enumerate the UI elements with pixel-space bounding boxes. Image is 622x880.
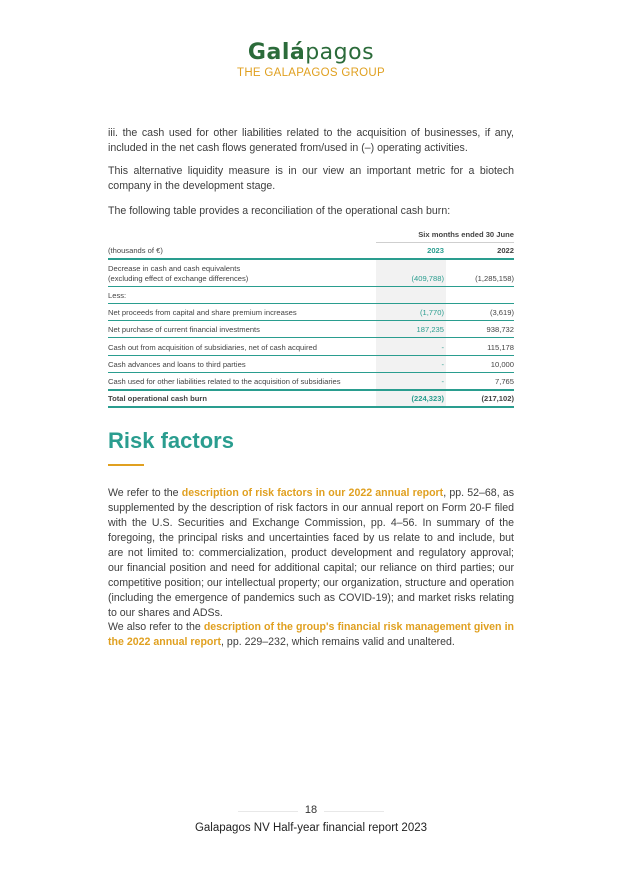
risk-paragraph-2 [108, 620, 514, 650]
financial-risk-management-link[interactable]: description of the group's financial risk management given in the 2022 annual report [108, 621, 514, 648]
risk-p2-text-start: We also refer to the [108, 621, 204, 633]
row-value-2022: 115,178 [487, 343, 514, 352]
risk-p1-text-end: , pp. 52–68, as supplemented by the description of risk factors in our annual report on Form 20-F filed with the U.S. Securities and Exchange Commission, pp. 4–56. In summary of the foregoing, the principal risks and uncertainties faced by us relate to and include, but are not limited to: commercialization, product development and regulatory approval; our financial position and need for additional capital; our reliance on third parties; our competitive position; our intellectual property; our organization, structure and operation (including the emergence of pandemics such as COVID-19); and market risks relating to our shares and ADSs. [108, 487, 515, 619]
total-value-2022: (217,102) [481, 394, 514, 403]
row-label: Cash used for other liabilities related to the acquisition of subsidiaries [108, 377, 341, 386]
row-label: Less: [108, 291, 127, 300]
risk-paragraph-1 [108, 486, 514, 621]
unit-label: (thousands of €) [108, 246, 163, 255]
period-divider [376, 242, 514, 243]
period-header: Six months ended 30 June [418, 230, 514, 239]
row-value-2023: (1,770) [419, 308, 444, 317]
intro-paragraph-1: iii. the cash used for other liabilities related to the acquisition of businesses, if any, included in the net cash flows generated from/used in (–) operating activities. [108, 127, 514, 154]
row-divider [108, 355, 514, 356]
intro-paragraph-3: The following table provides a reconciliation of the operational cash burn: [108, 205, 451, 217]
risk-p1-text-start: We refer to the [108, 487, 182, 499]
logo-wordmark-rest: pagos [305, 40, 375, 65]
row-label: Cash advances and loans to third parties [108, 360, 246, 369]
row-value-2022: 10,000 [490, 360, 514, 369]
header-divider [108, 258, 514, 260]
row-value-2023: - [441, 360, 444, 369]
total-bottom-divider [108, 406, 514, 408]
row-divider [108, 286, 514, 287]
total-value-2023: (224,323) [411, 394, 444, 403]
total-label: Total operational cash burn [108, 394, 208, 403]
row-label-line-1: Decrease in cash and cash equivalents [108, 264, 241, 273]
row-value-2023: 187,235 [416, 325, 444, 334]
row-value-2022: (1,285,158) [475, 274, 514, 283]
column-header-2022: 2022 [497, 246, 514, 255]
risk-p2-text-end: , pp. 229–232, which remains valid and unaltered. [221, 636, 455, 648]
section-title-underline [108, 464, 144, 466]
annual-report-risk-factors-link[interactable]: description of risk factors in our 2022 annual report [181, 487, 444, 499]
row-divider [108, 372, 514, 373]
logo-wordmark-bold: Galá [247, 40, 306, 65]
logo-subtitle: THE GALAPAGOS GROUP [237, 67, 385, 79]
row-label: Cash out from acquisition of subsidiaries, net of cash acquired [108, 343, 317, 352]
row-label: Net purchase of current financial investments [108, 325, 260, 334]
row-value-2022: (3,619) [489, 308, 514, 317]
total-top-divider [108, 389, 514, 391]
footer-title: Galapagos NV Half-year financial report 2023 [194, 822, 428, 834]
row-label [108, 264, 248, 284]
column-header-2023: 2023 [427, 246, 444, 255]
row-value-2022: 7,765 [494, 377, 514, 386]
company-logo [0, 40, 622, 79]
logo-wordmark [0, 40, 622, 65]
row-divider [108, 337, 514, 338]
row-divider [108, 320, 514, 321]
row-divider [108, 303, 514, 304]
row-value-2023: (409,788) [411, 274, 444, 283]
section-title-risk-factors: Risk factors [108, 428, 234, 453]
row-value-2023: - [441, 343, 444, 352]
row-value-2022: 938,732 [486, 325, 514, 334]
row-label-line-2: (excluding effect of exchange differences) [108, 274, 249, 283]
intro-paragraph-2: This alternative liquidity measure is in our view an important metric for a biotech company in the development stage. [108, 165, 514, 192]
page-number: 18 [304, 804, 318, 816]
row-value-2023: - [441, 377, 444, 386]
row-label: Net proceeds from capital and share premium increases [108, 308, 297, 317]
